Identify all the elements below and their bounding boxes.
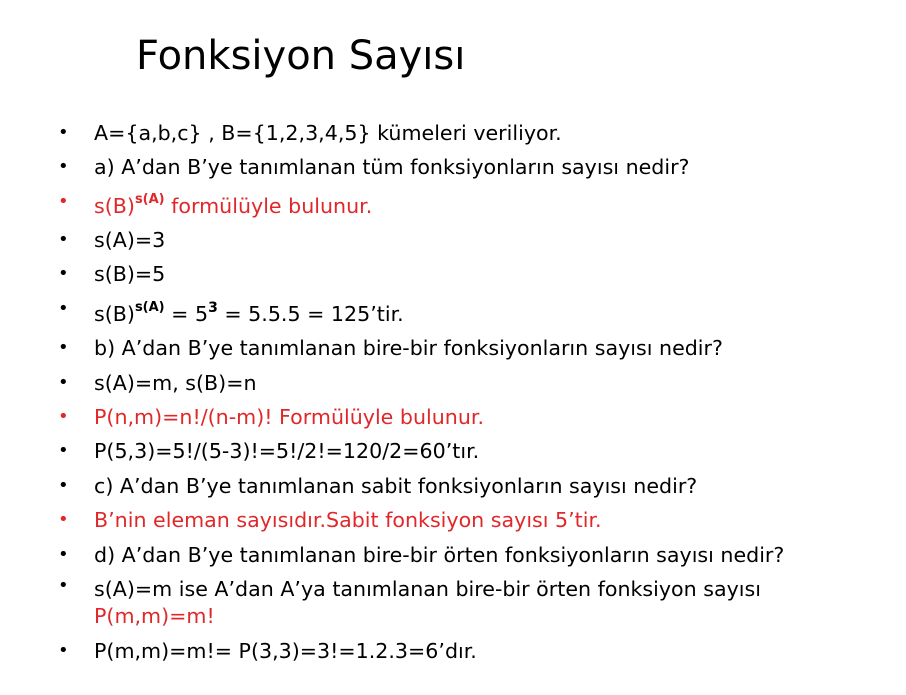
bullet-item-12-answer: • B’nin eleman sayısıdır.Sabit fonksiyon sayısı 5’tir. bbox=[58, 503, 894, 537]
bullet-item-3-formula: • $s(B)^{s(A)}$ formülüyle bulunur. bbox=[58, 185, 894, 223]
bullet-marker: • bbox=[58, 440, 69, 462]
bullet-marker: • bbox=[58, 229, 69, 251]
exponent: s(A) bbox=[134, 191, 165, 207]
bullet-marker: • bbox=[58, 263, 69, 285]
bullet-marker: • bbox=[58, 640, 69, 661]
bullet-marker: • bbox=[58, 122, 69, 143]
bullet-marker: • bbox=[58, 297, 69, 319]
bullet-marker: • bbox=[58, 190, 69, 212]
bullet-marker: • bbox=[58, 509, 69, 531]
bullet-list bbox=[58, 116, 894, 668]
bullet-item-1: • A={a,b,c} , B={1,2,3,4,5} kümeleri veriliyor. bbox=[58, 116, 894, 150]
bullet-item-15: • P(m,m)=m!= P(3,3)=3!=1.2.3=6’dır. bbox=[58, 634, 894, 668]
bullet-item-14: • s(A)=m ise A’dan A’ya tanımlanan bire-bir örten fonksiyon sayısı P(m,m)=m! bbox=[58, 572, 894, 634]
formula-red: P(m,m)=m! bbox=[94, 604, 215, 628]
bullet-marker: • bbox=[58, 405, 69, 427]
bullet-marker: • bbox=[58, 337, 69, 359]
bullet-item-2: • a) A’dan B’ye tanımlanan tüm fonksiyonların sayısı nedir? bbox=[58, 150, 894, 184]
bullet-item-5: • s(B)=5 bbox=[58, 257, 894, 291]
bullet-item-10: • P(5,3)=5!/(5-3)!=5!/2!=120/2=60’tır. bbox=[58, 434, 894, 468]
bullet-marker: • bbox=[58, 575, 69, 596]
bullet-item-13: • d) A’dan B’ye tanımlanan bire-bir örten fonksiyonların sayısı nedir? bbox=[58, 538, 894, 572]
exponent: 3 bbox=[208, 299, 218, 316]
bullet-item-11: • c) A’dan B’ye tanımlanan sabit fonksiyonların sayısı nedir? bbox=[58, 469, 894, 503]
slide-title: Fonksiyon Sayısı bbox=[136, 33, 466, 79]
bullet-marker: • bbox=[58, 371, 69, 393]
bullet-item-6: • $s(B)^{s(A)} = 5^3 = 5.5.5$ = 125’tir. bbox=[58, 292, 894, 331]
bullet-item-4: • s(A)=3 bbox=[58, 223, 894, 257]
bullet-marker: • bbox=[58, 156, 69, 178]
exponent: s(A) bbox=[134, 299, 165, 315]
bullet-item-9-formula: • P(n,m)=n!/(n-m)! Formülüyle bulunur. bbox=[58, 400, 894, 434]
bullet-item-7: • b) A’dan B’ye tanımlanan bire-bir fonksiyonların sayısı nedir? bbox=[58, 331, 894, 365]
bullet-item-8: • s(A)=m, s(B)=n bbox=[58, 366, 894, 400]
bullet-marker: • bbox=[58, 543, 69, 565]
bullet-marker: • bbox=[58, 474, 69, 496]
